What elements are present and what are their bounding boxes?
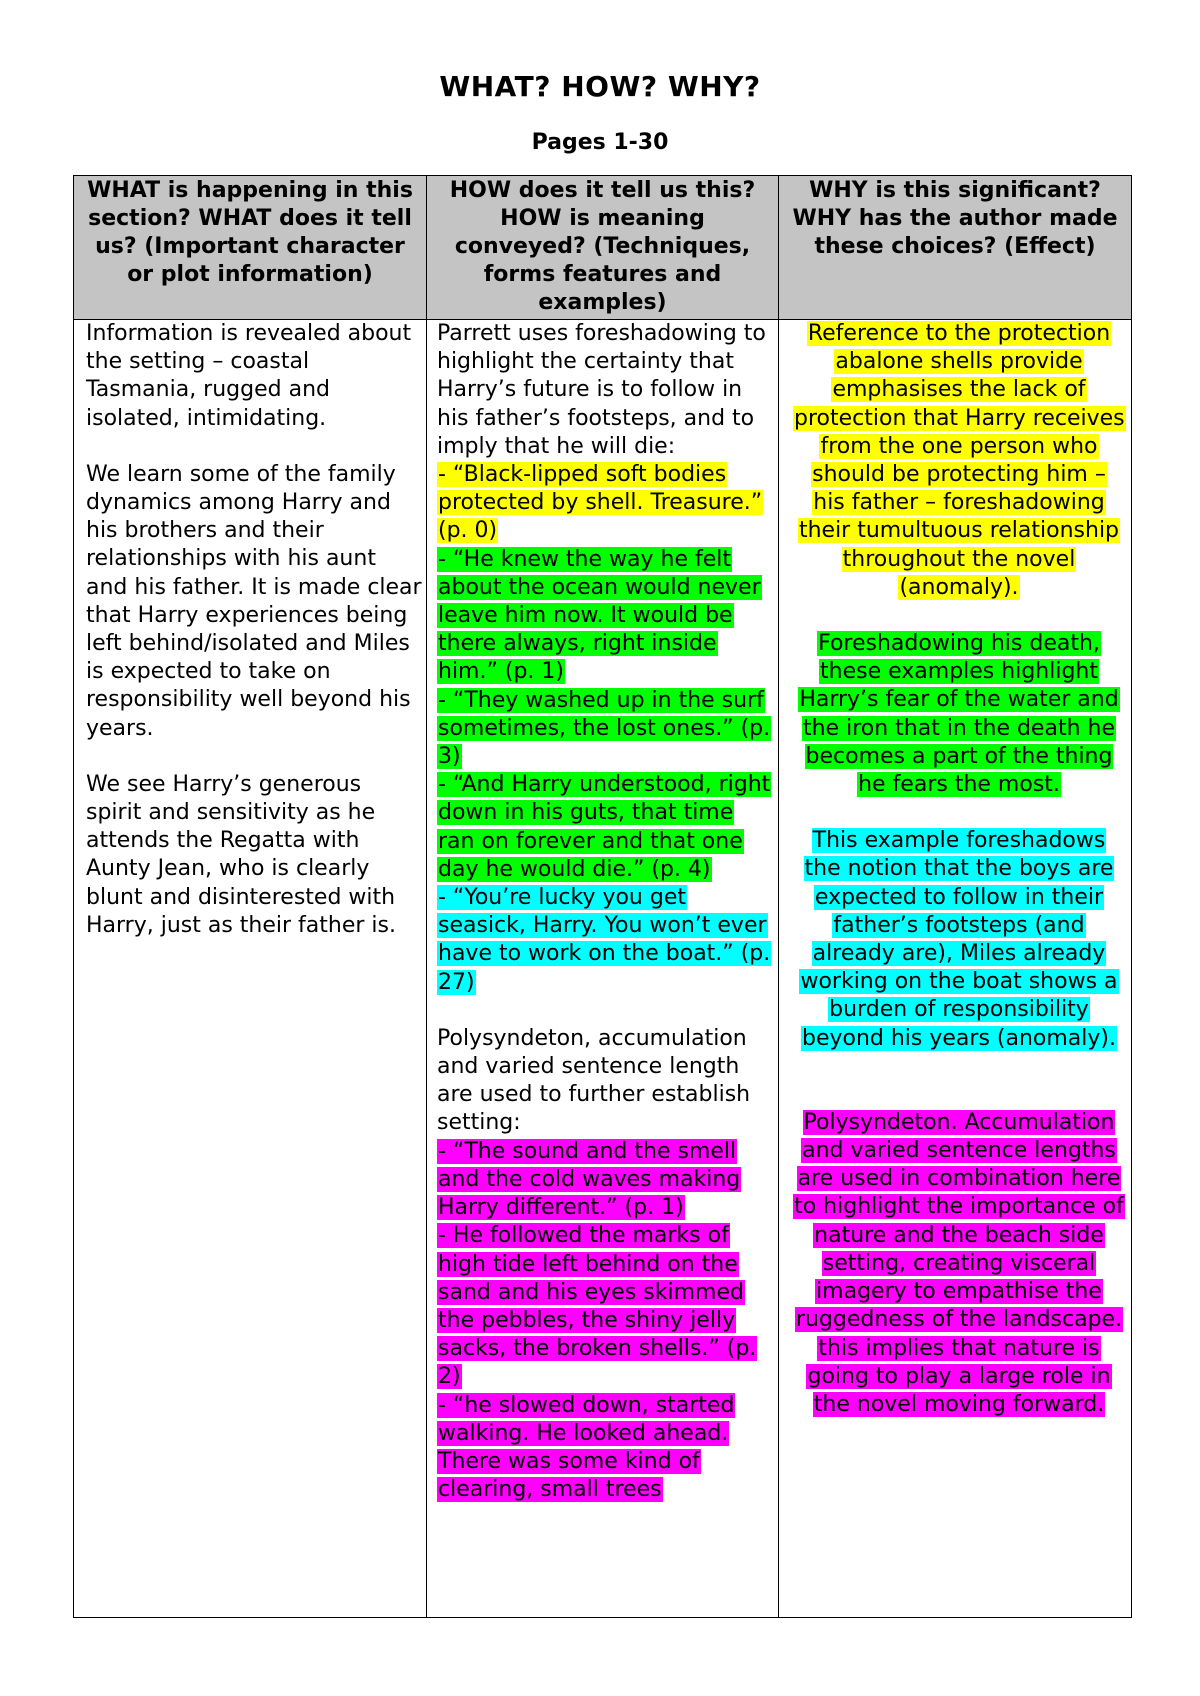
analysis-table	[73, 175, 1132, 1618]
how-quote-high-tide: - He followed the marks of high tide left behind on the sand and his eyes skimmed the pebbles, the shiny jelly sacks, the broken shells.” (p. 2)	[438, 1223, 757, 1390]
how-quote-sound-smell: - “The sound and the smell and the cold waves making Harry different.” (p. 1)	[438, 1138, 741, 1221]
how-quote-clearing: - “he slowed down, started walking. He looked ahead. There was some kind of clearing, small trees	[438, 1392, 735, 1503]
what-paragraph-family: We learn some of the family dynamics among Harry and his brothers and their relationships with his aunt and his father. It is made clear that Harry experiences being left behind/isolated and Miles is expected to take on responsibility well beyond his years.	[86, 461, 422, 741]
why-cell	[779, 320, 1132, 1618]
how-intro-foreshadowing: Parrett uses foreshadowing to highlight the certainty that Harry’s future is to follow in his father’s footsteps, and to imply that he will die:	[437, 321, 766, 459]
how-intro-polysyndeton: Polysyndeton, accumulation and varied sentence length are used to further establish setting:	[437, 1025, 751, 1136]
how-quote-ocean: - “He knew the way he felt about the ocean would never leave him now. It would be there always, right inside him.” (p. 1)	[438, 546, 761, 685]
how-quote-seasick: - “You’re lucky you get seasick, Harry. You won’t ever have to work on the boat.” (p. 27)	[438, 885, 771, 995]
page-title: WHAT? HOW? WHY?	[439, 70, 761, 103]
header-why: WHY is this significant? WHY has the author made these choices? (Effect)	[779, 176, 1132, 320]
page-subtitle: Pages 1-30	[531, 130, 669, 155]
how-cell	[427, 320, 779, 1618]
header-row	[74, 176, 1132, 320]
what-paragraph-setting: Information is revealed about the setting – coastal Tasmania, rugged and isolated, intimidating.	[86, 321, 412, 431]
header-how: HOW does it tell us this? HOW is meaning conveyed? (Techniques, forms features and examples)	[427, 176, 779, 320]
content-row	[74, 320, 1132, 1618]
why-nature-setting: Polysyndeton. Accumulation and varied sentence lengths are used in combination here to highlight the importance of nature and the beach side setting, creating visceral imagery to empathise the ruggedness of the landscape. this implies that nature is going to play a large role in the novel moving forward.	[794, 1109, 1124, 1417]
why-protection: Reference to the protection abalone shells provide emphasises the lack of protection that Harry receives from the one person who should be protecting him – his father – foreshadowing their tumultuous relationship throughout the novel (anomaly).	[794, 321, 1125, 600]
how-quote-lost-ones: - “They washed up in the surf sometimes, the lost ones.” (p. 3)	[438, 687, 771, 770]
how-quote-die: - “And Harry understood, right down in his guts, that time ran on forever and that one day he would die.” (p. 4)	[438, 772, 771, 882]
what-paragraph-regatta: We see Harry’s generous spirit and sensitivity as he attends the Regatta with Aunty Jean, who is clearly blunt and disinterested with Harry, just as their father is.	[86, 771, 396, 938]
what-cell	[74, 320, 427, 1618]
how-quote-shell: - “Black-lipped soft bodies protected by shell. Treasure.” (p. 0)	[438, 462, 763, 544]
header-what: WHAT is happening in this section? WHAT does it tell us? (Important character or plot information)	[74, 176, 427, 320]
why-foreshadowing-death: Foreshadowing his death, these examples highlight Harry’s fear of the water and the iron that in the death he becomes a part of the thing he fears the most.	[799, 631, 1119, 798]
why-footsteps: This example foreshadows the notion that the boys are expected to follow in their father’s footsteps (and already are), Miles already working on the boat shows a burden of responsibility beyond his years (anomaly).	[800, 828, 1118, 1051]
